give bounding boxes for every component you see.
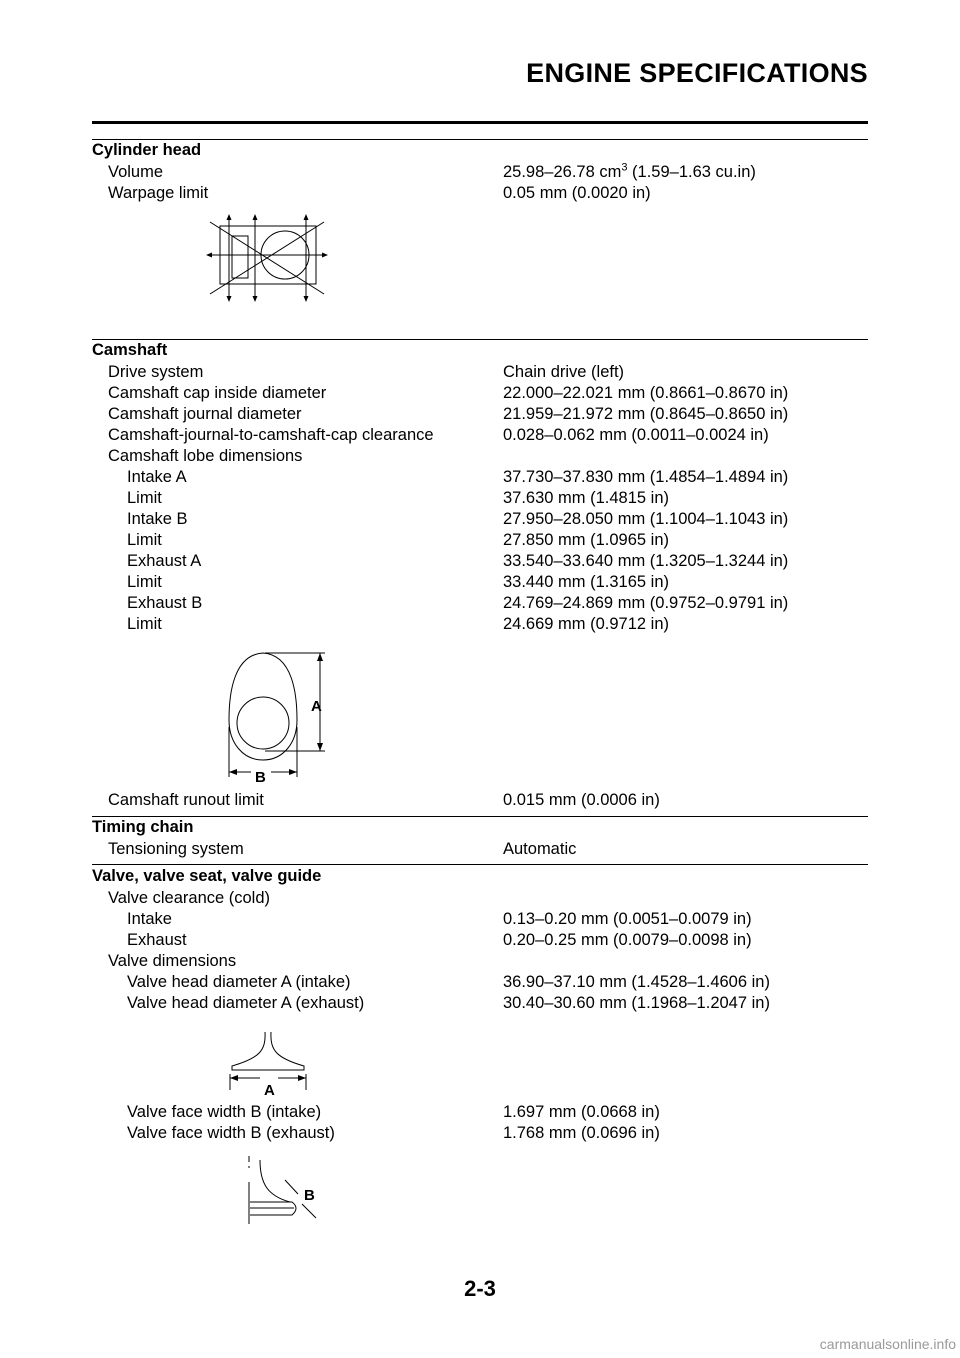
spec-label: Volume	[108, 163, 164, 181]
spec-value: 30.40–30.60 mm (1.1968–1.2047 in)	[503, 994, 770, 1012]
spec-row	[0, 488, 960, 509]
cylinder-head-warpage-diagram	[200, 212, 330, 304]
spec-value: 0.13–0.20 mm (0.0051–0.0079 in)	[503, 910, 752, 928]
spec-label: Camshaft runout limit	[108, 791, 264, 809]
spec-row	[0, 839, 960, 860]
spec-row	[0, 572, 960, 593]
header-rule	[92, 121, 868, 124]
spec-row	[0, 930, 960, 951]
spec-value: 24.669 mm (0.9712 in)	[503, 615, 670, 633]
spec-value: 27.850 mm (1.0965 in)	[503, 531, 670, 549]
spec-row	[0, 593, 960, 614]
spec-row	[0, 509, 960, 530]
spec-row	[0, 1102, 960, 1123]
spec-label: Camshaft cap inside diameter	[108, 384, 327, 402]
lobe-label-a: A	[311, 698, 322, 715]
section-title-valve: Valve, valve seat, valve guide	[92, 867, 322, 885]
spec-label: Intake B	[127, 510, 188, 528]
section-divider	[92, 139, 868, 140]
spec-label: Exhaust	[127, 931, 187, 949]
spec-value: 33.540–33.640 mm (1.3205–1.3244 in)	[503, 552, 789, 570]
spec-row	[0, 551, 960, 572]
spec-value: 37.730–37.830 mm (1.4854–1.4894 in)	[503, 468, 789, 486]
spec-row	[0, 467, 960, 488]
spec-label: Intake	[127, 910, 172, 928]
section-divider	[92, 816, 868, 817]
spec-row	[0, 909, 960, 930]
valve-head-label-a: A	[264, 1082, 275, 1098]
spec-row	[0, 888, 960, 909]
spec-label: Valve face width B (intake)	[127, 1103, 322, 1121]
spec-value: 25.98–26.78 $cm^3$ (1.59–1.63 cu.in)	[503, 161, 756, 181]
spec-label: Valve dimensions	[108, 952, 237, 970]
spec-label: Intake A	[127, 468, 187, 486]
spec-value: 37.630 mm (1.4815 in)	[503, 489, 670, 507]
spec-row-volume	[0, 162, 960, 183]
spec-row	[0, 446, 960, 467]
spec-label: Camshaft lobe dimensions	[108, 447, 303, 465]
section-divider	[92, 864, 868, 865]
spec-row	[0, 972, 960, 993]
spec-label: Limit	[127, 615, 162, 633]
section-title-camshaft: Camshaft	[92, 341, 168, 359]
spec-row	[0, 951, 960, 972]
spec-label: Tensioning system	[108, 840, 244, 858]
spec-row	[0, 404, 960, 425]
spec-value: Automatic	[503, 840, 577, 858]
spec-label: Limit	[127, 531, 162, 549]
page-number: 2-3	[464, 1276, 496, 1301]
spec-label: Drive system	[108, 363, 204, 381]
spec-label: Valve face width B (exhaust)	[127, 1124, 335, 1142]
lobe-label-b: B	[255, 769, 266, 785]
section-divider	[92, 339, 868, 340]
spec-label: Limit	[127, 573, 162, 591]
valve-head-diagram	[222, 1028, 317, 1098]
spec-row-runout	[0, 790, 960, 811]
valve-face-diagram	[240, 1152, 330, 1227]
spec-label: Valve clearance (cold)	[108, 889, 271, 907]
spec-label: Camshaft-journal-to-camshaft-cap clearance	[108, 426, 434, 444]
spec-value: 0.015 mm (0.0006 in)	[503, 791, 660, 809]
spec-value: 1.768 mm (0.0696 in)	[503, 1124, 660, 1142]
spec-value: 0.20–0.25 mm (0.0079–0.0098 in)	[503, 931, 752, 949]
spec-row	[0, 1123, 960, 1144]
spec-value: 0.028–0.062 mm (0.0011–0.0024 in)	[503, 426, 769, 444]
spec-row-warpage	[0, 183, 960, 204]
spec-row	[0, 993, 960, 1014]
spec-value: 36.90–37.10 mm (1.4528–1.4606 in)	[503, 973, 770, 991]
spec-row	[0, 425, 960, 446]
watermark: carmanualsonline.info	[819, 1336, 956, 1352]
spec-value: 0.05 mm (0.0020 in)	[503, 184, 651, 202]
page-title: ENGINE SPECIFICATIONS	[526, 58, 868, 88]
spec-value: 22.000–22.021 mm (0.8661–0.8670 in)	[503, 384, 789, 402]
spec-label: Camshaft journal diameter	[108, 405, 302, 423]
camshaft-lobe-diagram	[215, 645, 340, 785]
spec-label: Warpage limit	[108, 184, 209, 202]
spec-row	[0, 383, 960, 404]
spec-value: 33.440 mm (1.3165 in)	[503, 573, 670, 591]
section-title-timing-chain: Timing chain	[92, 818, 194, 836]
spec-label: Valve head diameter A (exhaust)	[127, 994, 365, 1012]
spec-label: Limit	[127, 489, 162, 507]
section-title-cylinder-head: Cylinder head	[92, 141, 202, 159]
spec-label: Valve head diameter A (intake)	[127, 973, 351, 991]
spec-row	[0, 362, 960, 383]
spec-value: 1.697 mm (0.0668 in)	[503, 1103, 660, 1121]
spec-value: 27.950–28.050 mm (1.1004–1.1043 in)	[503, 510, 789, 528]
spec-row	[0, 614, 960, 635]
valve-face-label-b: B	[304, 1187, 315, 1204]
spec-label: Exhaust B	[127, 594, 203, 612]
spec-value: 21.959–21.972 mm (0.8645–0.8650 in)	[503, 405, 789, 423]
spec-row	[0, 530, 960, 551]
spec-value: 24.769–24.869 mm (0.9752–0.9791 in)	[503, 594, 789, 612]
spec-value: Chain drive (left)	[503, 363, 625, 381]
spec-label: Exhaust A	[127, 552, 202, 570]
